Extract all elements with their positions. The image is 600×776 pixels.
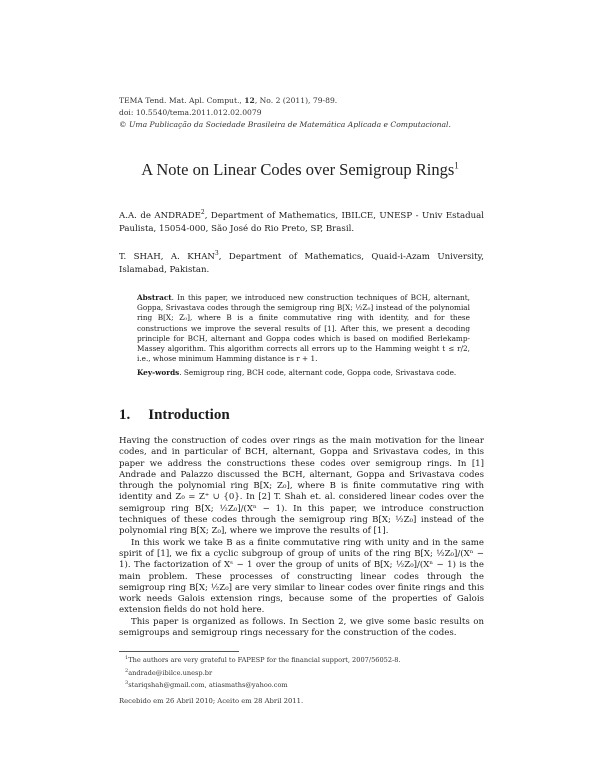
section-heading: 1. Introduction — [119, 407, 230, 423]
footnote: $^1$The authors are very grateful to FAPESP for the financial support, 2007/56052-8. — [125, 655, 401, 665]
journal-doi: doi: 10.5540/tema.2011.012.02.0079 — [119, 108, 262, 117]
paper-title: A Note on Linear Codes over Semigroup Rings$^1$ — [141, 160, 459, 179]
received-date: Recebido em 26 Abril 2010; Aceito em 28 Abril 2011. — [119, 697, 304, 705]
author-entry: T. SHAH, A. KHAN$^3$, Department of Mathematics, Quaid-i-Azam University, Islamabad, Pakistan. — [119, 249, 484, 275]
footnote: $^2$andrade@ibilce.unesp.br — [125, 667, 213, 677]
title-footnote-mark: 1 — [454, 160, 459, 171]
paragraph: This paper is organized as follows. In Section 2, we give some basic results on semigroups and semigroup rings necessary for the construction of the codes. — [119, 616, 484, 639]
journal-header — [119, 95, 451, 131]
journal-citation: TEMA Tend. Mat. Apl. Comput., 12, No. 2 (2011), 79-89. — [119, 96, 338, 105]
footnotes — [119, 653, 484, 691]
section-body — [119, 436, 484, 639]
footnote-rule — [119, 651, 239, 652]
journal-publisher: © Uma Publicação da Sociedade Brasileira de Matemática Aplicada e Computacional. — [119, 120, 451, 129]
abstract — [137, 293, 470, 383]
abstract-text: Abstract. In this paper, we introduced new construction techniques of BCH, alternant, Goppa, Srivastava codes through the semigroup ring B[X; ½Z₀] instead of the polynomial ring B[X; Z₀], where B is a finite commutative ring with identity, and for these constructions we improve the several results of [1]. After this, we present a decoding principle for BCH, alternant and Goppa codes which is based on modified Berlekamp-Massey algorithm. This algorithm corrects all errors up to the Hamming weight t ≤ r/2, i.e., whose minimum Hamming distance is r + 1. — [137, 293, 470, 364]
author-entry: A.A. de ANDRADE$^2$, Department of Mathematics, IBILCE, UNESP - Univ Estadual Paulista, 15054-000, São José do Rio Preto, SP, Brasil. — [119, 209, 484, 234]
paragraph: Having the construction of codes over rings as the main motivation for the linear codes, and in particular of BCH, alternant, Goppa and Srivastava codes, in this paper we address the constructions these codes over semigroup rings. In [1] Andrade and Palazzo discussed the BCH, alternant, Goppa and Srivastava codes through the polynomial ring B[X; Z₀], where B is finite commutative ring with identity and Z₀ = Z⁺ ∪ {0}. In [2] T. Shah et. al. considered linear codes over the semigroup ring B[X; ½Z₀]/(Xⁿ − 1). In this paper, we introduce construction techniques of these codes through the semigroup ring B[X; ½Z₀] instead of the polynomial ring B[X; Z₀], where we improve the results of [1]. — [119, 436, 484, 537]
footnote: $^3$stariqshah@gmail.com, atiasmaths@yahoo.com — [125, 680, 288, 690]
copyright-icon: © — [119, 120, 127, 129]
keywords: Key-words. Semigroup ring, BCH code, alternant code, Goppa code, Srivastava code. — [137, 368, 457, 378]
journal-volume: 12 — [244, 96, 255, 105]
author-block — [119, 206, 484, 288]
paragraph: In this work we take B as a finite commutative ring with unity and in the same spirit of [1], we fix a cyclic subgroup of group of units of the ring B[X; ½Z₀]/(Xⁿ − 1). The factorization of Xˢ − 1 over the group of units of B[X; ½Z₀]/(Xⁿ − 1) is the main problem. These processes of constructing linear codes through the semigroup ring B[X; ½Z₀] are very similar to linear codes over finite rings and this work needs Galois extension rings, because some of the properties of Galois extension fields do not hold here. — [119, 537, 484, 616]
